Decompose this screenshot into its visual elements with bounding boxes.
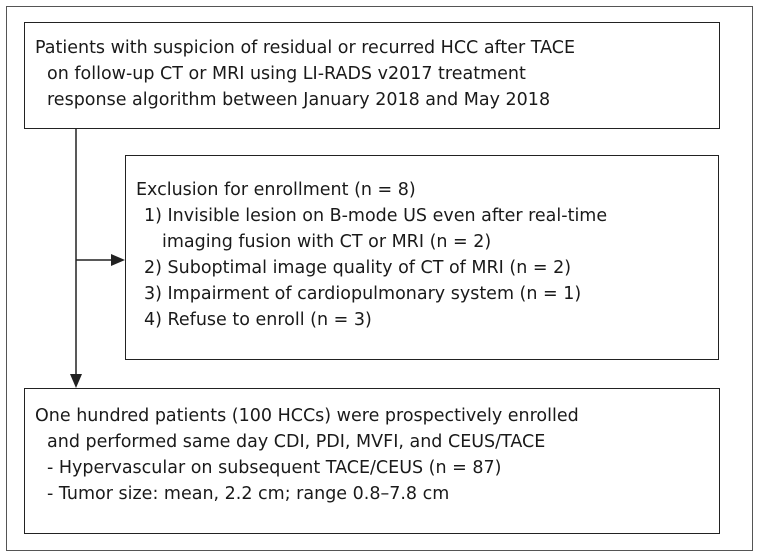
exclusion-item-2: 2) Suboptimal image quality of CT of MRI (n = 2): [144, 258, 572, 278]
exclusion-item-1: 1) Invisible lesion on B-mode US even after real-time: [144, 206, 608, 226]
screening-box: [24, 22, 720, 129]
exclusion-item-1-cont: imaging fusion with CT or MRI (n = 2): [162, 232, 492, 252]
enrolled-line-1: One hundred patients (100 HCCs) were prospectively enrolled: [35, 406, 579, 426]
enrolled-box: [24, 388, 720, 534]
screening-line-3: response algorithm between January 2018 and May 2018: [47, 90, 551, 110]
exclusion-item-4: 4) Refuse to enroll (n = 3): [144, 310, 372, 330]
enrolled-line-4: - Tumor size: mean, 2.2 cm; range 0.8–7.8 cm: [47, 484, 450, 504]
exclusion-box: [125, 155, 719, 360]
screening-line-2: on follow-up CT or MRI using LI-RADS v2017 treatment: [47, 64, 526, 84]
arrow-to-enrolled: [70, 374, 82, 388]
enrolled-line-2: and performed same day CDI, PDI, MVFI, and CEUS/TACE: [47, 432, 546, 452]
screening-line-1: Patients with suspicion of residual or recurred HCC after TACE: [35, 38, 576, 58]
arrow-to-exclusion: [111, 254, 125, 266]
enrolled-line-3: - Hypervascular on subsequent TACE/CEUS (n = 87): [47, 458, 502, 478]
exclusion-title: Exclusion for enrollment (n = 8): [136, 180, 416, 200]
exclusion-item-3: 3) Impairment of cardiopulmonary system (n = 1): [144, 284, 582, 304]
